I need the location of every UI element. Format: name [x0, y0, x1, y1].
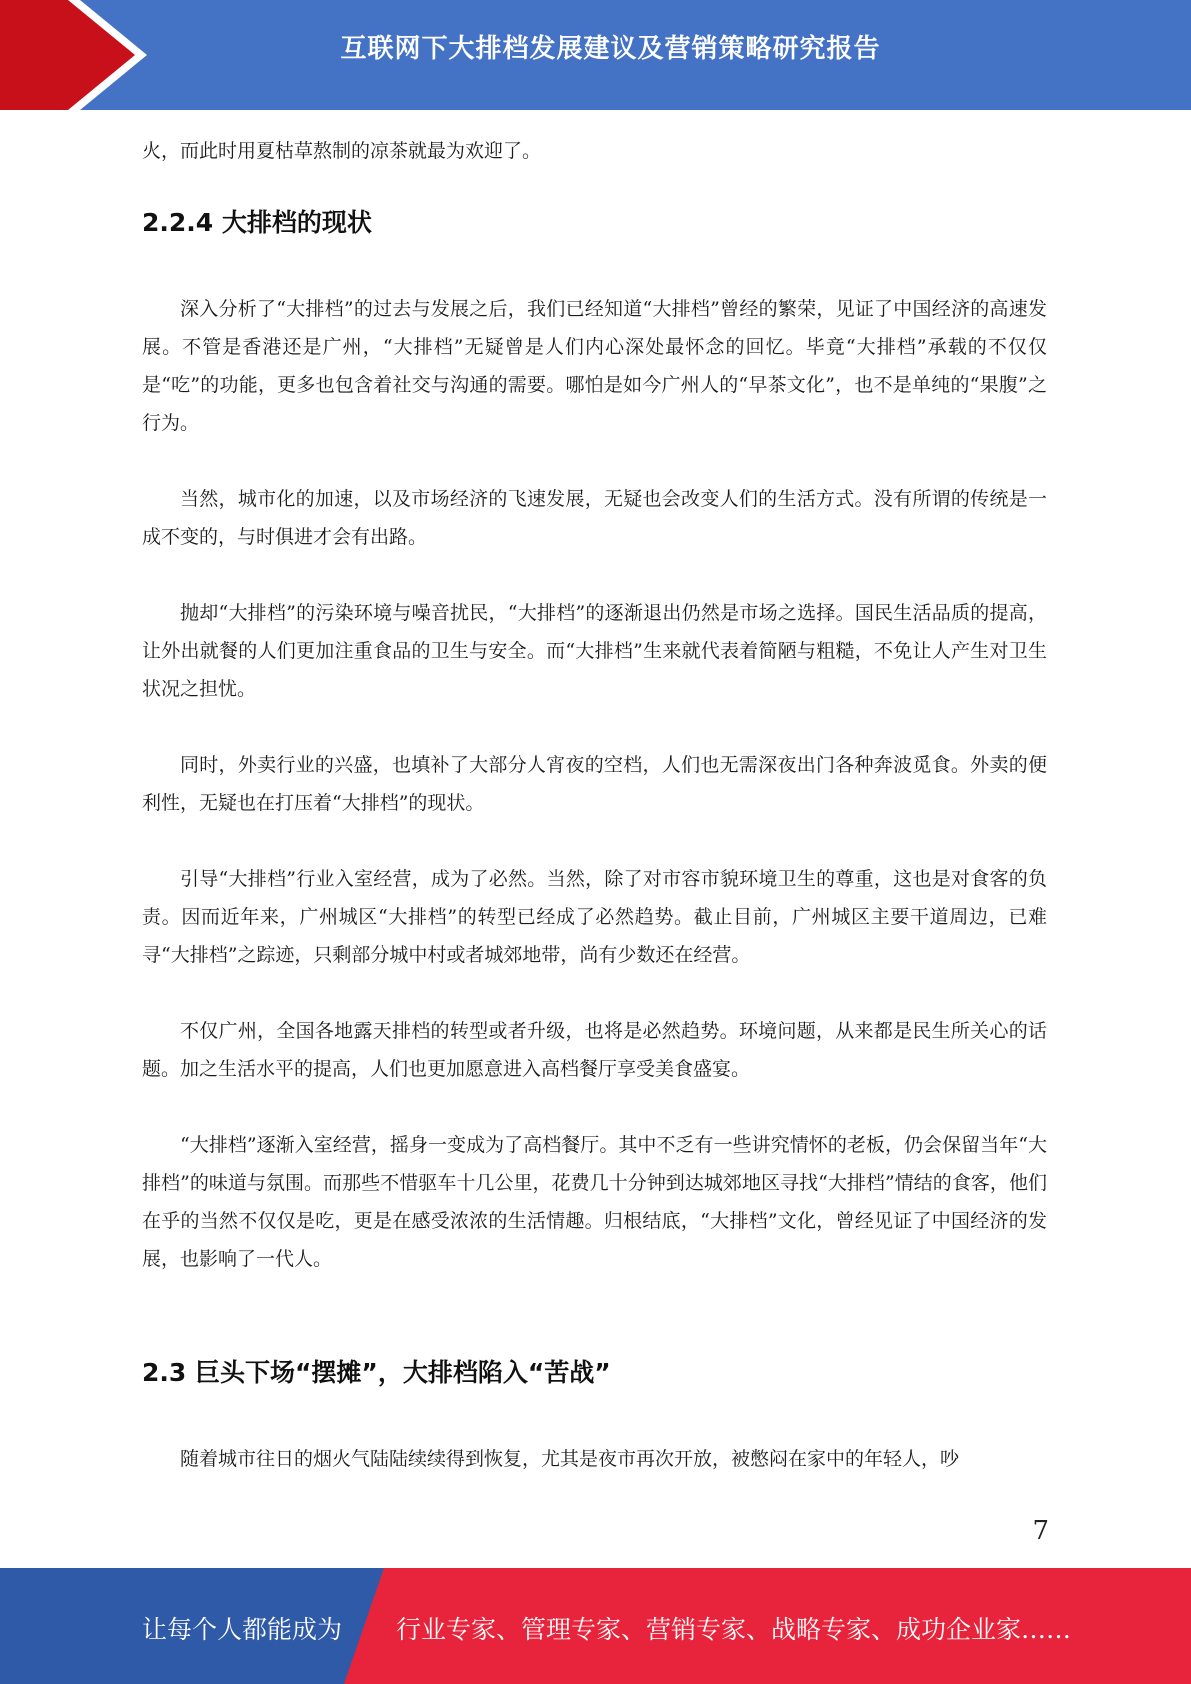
- paragraph: 同时，外卖行业的兴盛，也填补了大部分人宵夜的空档，人们也无需深夜出门各种奔波觅食。外卖的便利性，无疑也在打压着“大排档”的现状。: [142, 754, 1047, 814]
- page-number: 7: [1032, 1516, 1049, 1546]
- page-footer: [0, 1568, 1191, 1684]
- section-heading-2-2-4: 2.2.4 大排档的现状: [142, 208, 372, 237]
- footer-slogan-left: 让每个人都能成为: [142, 1615, 343, 1644]
- main-content: [142, 132, 1047, 1478]
- footer-slogan-right: 行业专家、管理专家、营销专家、战略专家、成功企业家……: [396, 1615, 1072, 1644]
- paragraph: 不仅广州，全国各地露天排档的转型或者升级，也将是必然趋势。环境问题，从来都是民生所关心的话题。加之生活水平的提高，人们也更加愿意进入高档餐厅享受美食盛宴。: [142, 1020, 1047, 1080]
- section-heading-2-3: 2.3 巨头下场“摆摊”，大排档陷入“苦战”: [142, 1358, 611, 1387]
- paragraph-continued: 火，而此时用夏枯草熬制的凉茶就最为欢迎了。: [142, 140, 542, 162]
- paragraph: 深入分析了“大排档”的过去与发展之后，我们已经知道“大排档”曾经的繁荣，见证了中国经济的高速发展。不管是香港还是广州，“大排档”无疑曾是人们内心深处最怀念的回忆。毕竟“大排档”承载的不仅仅是“吃”的功能，更多也包含着社交与沟通的需要。哪怕是如今广州人的“早茶文化”，也不是单纯的“果腹”之行为。: [142, 298, 1047, 434]
- page-header: [0, 0, 1191, 110]
- paragraph: “大排档”逐渐入室经营，摇身一变成为了高档餐厅。其中不乏有一些讲究情怀的老板，仍会保留当年“大排档”的味道与氛围。而那些不惜驱车十几公里，花费几十分钟到达城郊地区寻找“大排档”情结的食客，他们在乎的当然不仅仅是吃，更是在感受浓浓的生活情趣。归根结底，“大排档”文化，曾经见证了中国经济的发展，也影响了一代人。: [142, 1134, 1047, 1270]
- paragraph: 引导“大排档”行业入室经营，成为了必然。当然，除了对市容市貌环境卫生的尊重，这也是对食客的负责。因而近年来，广州城区“大排档”的转型已经成了必然趋势。截止目前，广州城区主要干道周边，已难寻“大排档”之踪迹，只剩部分城中村或者城郊地带，尚有少数还在经营。: [142, 868, 1047, 966]
- paragraph: 随着城市往日的烟火气陆陆续续得到恢复，尤其是夜市再次开放，被憋闷在家中的年轻人，吵: [180, 1448, 960, 1470]
- report-title: 互联网下大排档发展建议及营销策略研究报告: [340, 34, 881, 64]
- paragraph: 当然，城市化的加速，以及市场经济的飞速发展，无疑也会改变人们的生活方式。没有所谓的传统是一成不变的，与时俱进才会有出路。: [142, 488, 1047, 548]
- paragraph: 抛却“大排档”的污染环境与噪音扰民，“大排档”的逐渐退出仍然是市场之选择。国民生活品质的提高，让外出就餐的人们更加注重食品的卫生与安全。而“大排档”生来就代表着简陋与粗糙，不免让人产生对卫生状况之担忧。: [142, 602, 1047, 700]
